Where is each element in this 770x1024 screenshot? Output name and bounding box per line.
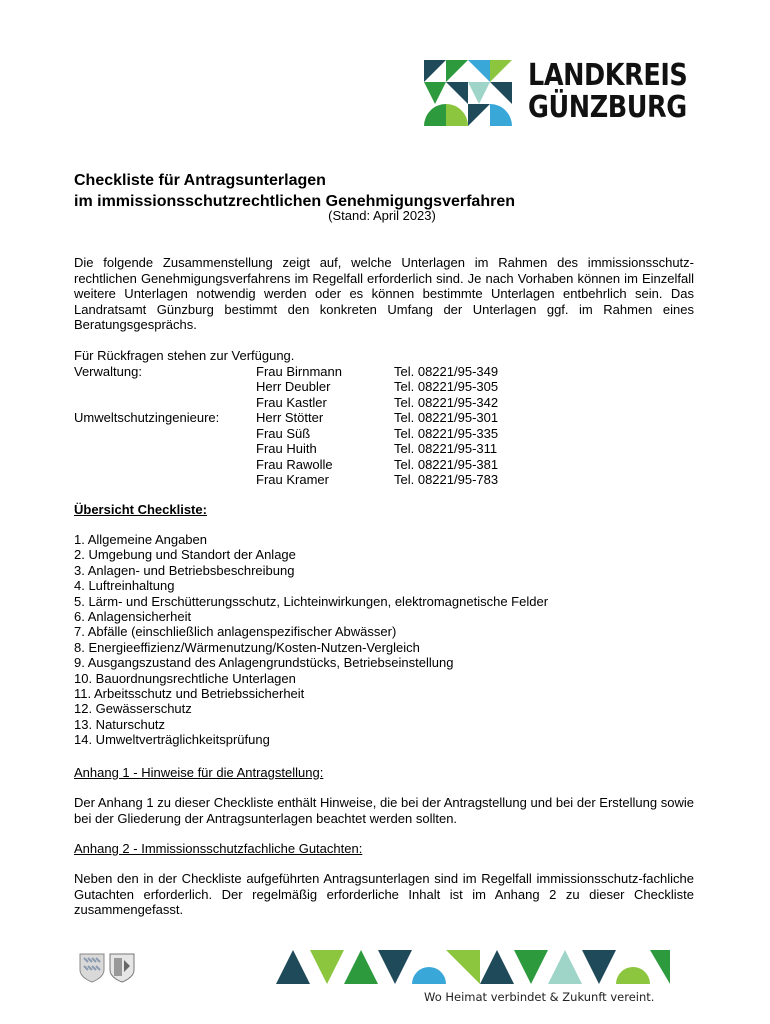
- contact-group: [74, 426, 256, 442]
- contact-group: [74, 441, 256, 457]
- list-item: 8. Energieeffizienz/Wärmenutzung/Kosten-Nutzen-Vergleich: [74, 639, 420, 655]
- contact-name: Frau Birnmann: [256, 363, 342, 379]
- footer-slogan: Wo Heimat verbindet & Zukunft vereint.: [424, 990, 655, 1004]
- contact-phone: Tel. 08221/95-783: [394, 472, 499, 487]
- contact-row: [74, 379, 534, 395]
- anhang2-text: Neben den in der Checkliste aufgeführten Antragsunterlagen sind im Regelfall immissionsschutz-fachliche Gutachten erforderlich. Der regelmäßig erforderliche Inhalt ist im Anhang 2 zu dieser Checkliste zusammengefasst.: [74, 871, 694, 917]
- anhang2-heading: Anhang 2 - Immissionsschutzfachliche Gutachten:: [74, 841, 363, 856]
- contact-group: [74, 379, 256, 395]
- contact-name: Frau Kastler: [256, 394, 327, 410]
- contact-row: [74, 472, 534, 488]
- list-item: 12. Gewässerschutz: [74, 701, 192, 717]
- landkreis-logo: [424, 58, 688, 130]
- contact-row: [74, 426, 534, 442]
- logo-line-1: LANDKREIS: [528, 58, 688, 93]
- contact-group: Umweltschutzingenieure:: [74, 410, 220, 425]
- contact-phone: Tel. 08221/95-349: [394, 363, 499, 379]
- contact-group: Verwaltung:: [74, 363, 142, 379]
- contacts-table: [74, 348, 534, 488]
- contact-phone: Tel. 08221/95-342: [394, 394, 499, 410]
- list-item: 11. Arbeitsschutz und Betriebssicherheit: [74, 686, 305, 702]
- list-item: 2. Umgebung und Standort der Anlage: [74, 547, 296, 563]
- list-item: 7. Abfälle (einschließlich anlagenspezifischer Abwässer): [74, 624, 397, 640]
- list-item: 3. Anlagen- und Betriebsbeschreibung: [74, 562, 295, 578]
- contact-name: Frau Süß: [256, 425, 311, 441]
- logo-line-2: GÜNZBURG: [528, 90, 687, 125]
- logo-wordmark: [528, 60, 687, 124]
- document-date: (Stand: April 2023): [328, 208, 436, 223]
- list-item: 6. Anlagensicherheit: [74, 609, 192, 625]
- contact-group: [74, 457, 256, 473]
- contact-phone: Tel. 08221/95-381: [394, 456, 499, 472]
- landkreis-logo-mark-icon: [424, 60, 524, 126]
- contact-row: [74, 410, 534, 426]
- contact-row: [74, 364, 534, 380]
- anhang1-heading: Anhang 1 - Hinweise für die Antragstellung:: [74, 765, 324, 780]
- list-item: 14. Umweltverträglichkeitsprüfung: [74, 732, 270, 748]
- contacts-lead: Für Rückfragen stehen zur Verfügung.: [74, 348, 295, 363]
- list-item: 13. Naturschutz: [74, 716, 166, 732]
- contact-row: [74, 457, 534, 473]
- footer-decoration-band: [276, 950, 670, 984]
- contact-phone: Tel. 08221/95-301: [394, 410, 499, 425]
- coat-of-arms-icon: [78, 952, 138, 984]
- title-line-2: im immissionsschutzrechtlichen Genehmigungsverfahren: [74, 193, 515, 210]
- contact-name: Frau Kramer: [256, 472, 329, 487]
- anhang1-text: Der Anhang 1 zu dieser Checkliste enthält Hinweise, die bei der Antragstellung und bei der Erstellung sowie bei der Gliederung der Antragsunterlagen beachtet werden sollten.: [74, 795, 694, 826]
- list-item: 5. Lärm- und Erschütterungsschutz, Lichteinwirkungen, elektromagnetische Felder: [74, 593, 549, 609]
- list-item: 9. Ausgangszustand des Anlagengrundstücks, Betriebseinstellung: [74, 655, 454, 671]
- list-item: 1. Allgemeine Angaben: [74, 532, 207, 547]
- title-line-1: Checkliste für Antragsunterlagen: [74, 172, 326, 189]
- contact-phone: Tel. 08221/95-311: [394, 441, 498, 456]
- list-item: 10. Bauordnungsrechtliche Unterlagen: [74, 670, 296, 686]
- overview-heading: Übersicht Checkliste:: [74, 502, 207, 517]
- contact-phone: Tel. 08221/95-305: [394, 379, 499, 394]
- contact-name: Frau Rawolle: [256, 456, 333, 472]
- overview-list: [74, 532, 548, 748]
- contact-group: [74, 472, 256, 488]
- contact-name: Herr Stötter: [256, 410, 324, 425]
- intro-paragraph: Die folgende Zusammenstellung zeigt auf, welche Unterlagen im Rahmen des immissionsschutz-rechtlichen Genehmigungsverfahrens im Regelfall erforderlich sind. Je nach Vorhaben können im Einzelfall weitere Unterlagen notwendig werden oder es können bestimmte Unterlagen entbehrlich sein. Das Landratsamt Günzburg bestimmt den konkreten Umfang der Unterlagen ggf. im Rahmen eines Beratungsgesprächs.: [74, 255, 694, 332]
- contact-group: [74, 395, 256, 411]
- document-title: [74, 170, 515, 212]
- contact-name: Frau Huith: [256, 441, 317, 456]
- contact-row: [74, 395, 534, 411]
- contact-name: Herr Deubler: [256, 379, 331, 394]
- contact-row: [74, 441, 534, 457]
- contact-phone: Tel. 08221/95-335: [394, 425, 499, 441]
- list-item: 4. Luftreinhaltung: [74, 578, 175, 594]
